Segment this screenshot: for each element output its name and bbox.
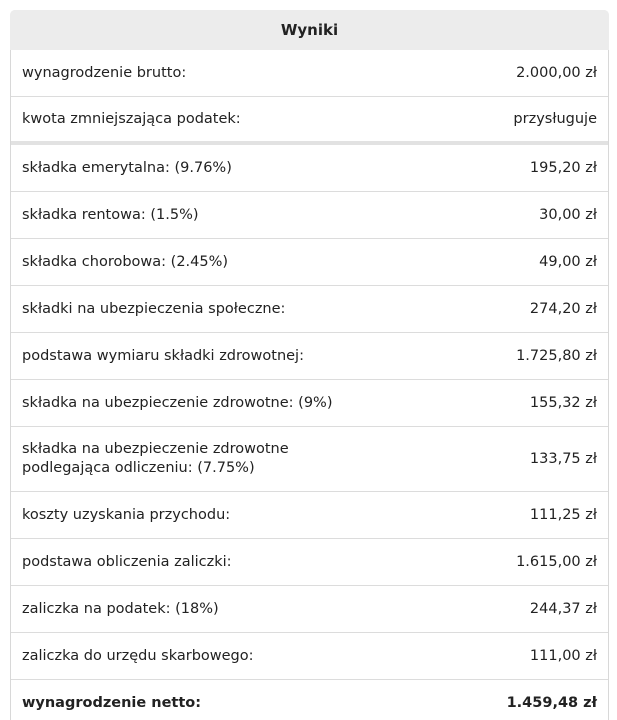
table-row-health-contribution xyxy=(11,380,608,427)
row-value: 195,20 zł xyxy=(529,160,597,176)
row-label-line1: składka na ubezpieczenie zdrowotne xyxy=(22,441,289,457)
row-value: 1.725,80 zł xyxy=(516,348,597,364)
row-label: zaliczka na podatek: (18%) xyxy=(22,600,219,617)
table-row-health-deductible xyxy=(11,427,608,492)
table-row-advance-base xyxy=(11,539,608,586)
table-row-tax-advance xyxy=(11,586,608,633)
row-label: składka rentowa: (1.5%) xyxy=(22,206,199,223)
row-value: 111,00 zł xyxy=(529,648,597,664)
row-label xyxy=(22,440,520,478)
table-row-disability-contribution xyxy=(11,192,608,239)
row-label-line2: podlegająca odliczeniu: (7.75%) xyxy=(22,460,255,476)
row-label: składka emerytalna: (9.76%) xyxy=(22,159,232,176)
row-label: wynagrodzenie netto: xyxy=(22,694,202,711)
row-label: podstawa wymiaru składki zdrowotnej: xyxy=(22,347,304,364)
row-value: 1.615,00 zł xyxy=(516,554,597,570)
row-value: 111,25 zł xyxy=(529,507,597,523)
row-label: składka chorobowa: (2.45%) xyxy=(22,253,229,270)
row-value: 274,20 zł xyxy=(529,301,597,317)
row-value: 2.000,00 zł xyxy=(516,65,597,81)
row-label: kwota zmniejszająca podatek: xyxy=(22,110,241,127)
row-value: 133,75 zł xyxy=(529,451,597,467)
table-row-pension-contribution xyxy=(11,145,608,192)
table-row-tax-office-advance xyxy=(11,633,608,680)
row-value: 155,32 zł xyxy=(529,395,597,411)
results-table xyxy=(10,50,609,720)
table-row-net-salary xyxy=(11,680,608,720)
table-row-social-insurance-total xyxy=(11,286,608,333)
row-label: podstawa obliczenia zaliczki: xyxy=(22,553,232,570)
row-label: zaliczka do urzędu skarbowego: xyxy=(22,647,254,664)
row-value: 1.459,48 zł xyxy=(506,695,597,711)
table-row-health-base xyxy=(11,333,608,380)
row-label: wynagrodzenie brutto: xyxy=(22,64,187,81)
row-label: składki na ubezpieczenia społeczne: xyxy=(22,300,286,317)
row-label: składka na ubezpieczenie zdrowotne: (9%) xyxy=(22,394,333,411)
table-row-gross-salary xyxy=(11,50,608,97)
row-value: przysługuje xyxy=(513,111,597,127)
row-label: koszty uzyskania przychodu: xyxy=(22,506,231,523)
row-value: 49,00 zł xyxy=(539,254,597,270)
results-panel xyxy=(10,10,609,720)
table-row-tax-reduction xyxy=(11,97,608,145)
row-value: 244,37 zł xyxy=(529,601,597,617)
table-row-income-costs xyxy=(11,492,608,539)
panel-title: Wyniki xyxy=(10,10,609,50)
table-row-sickness-contribution xyxy=(11,239,608,286)
row-value: 30,00 zł xyxy=(539,207,597,223)
